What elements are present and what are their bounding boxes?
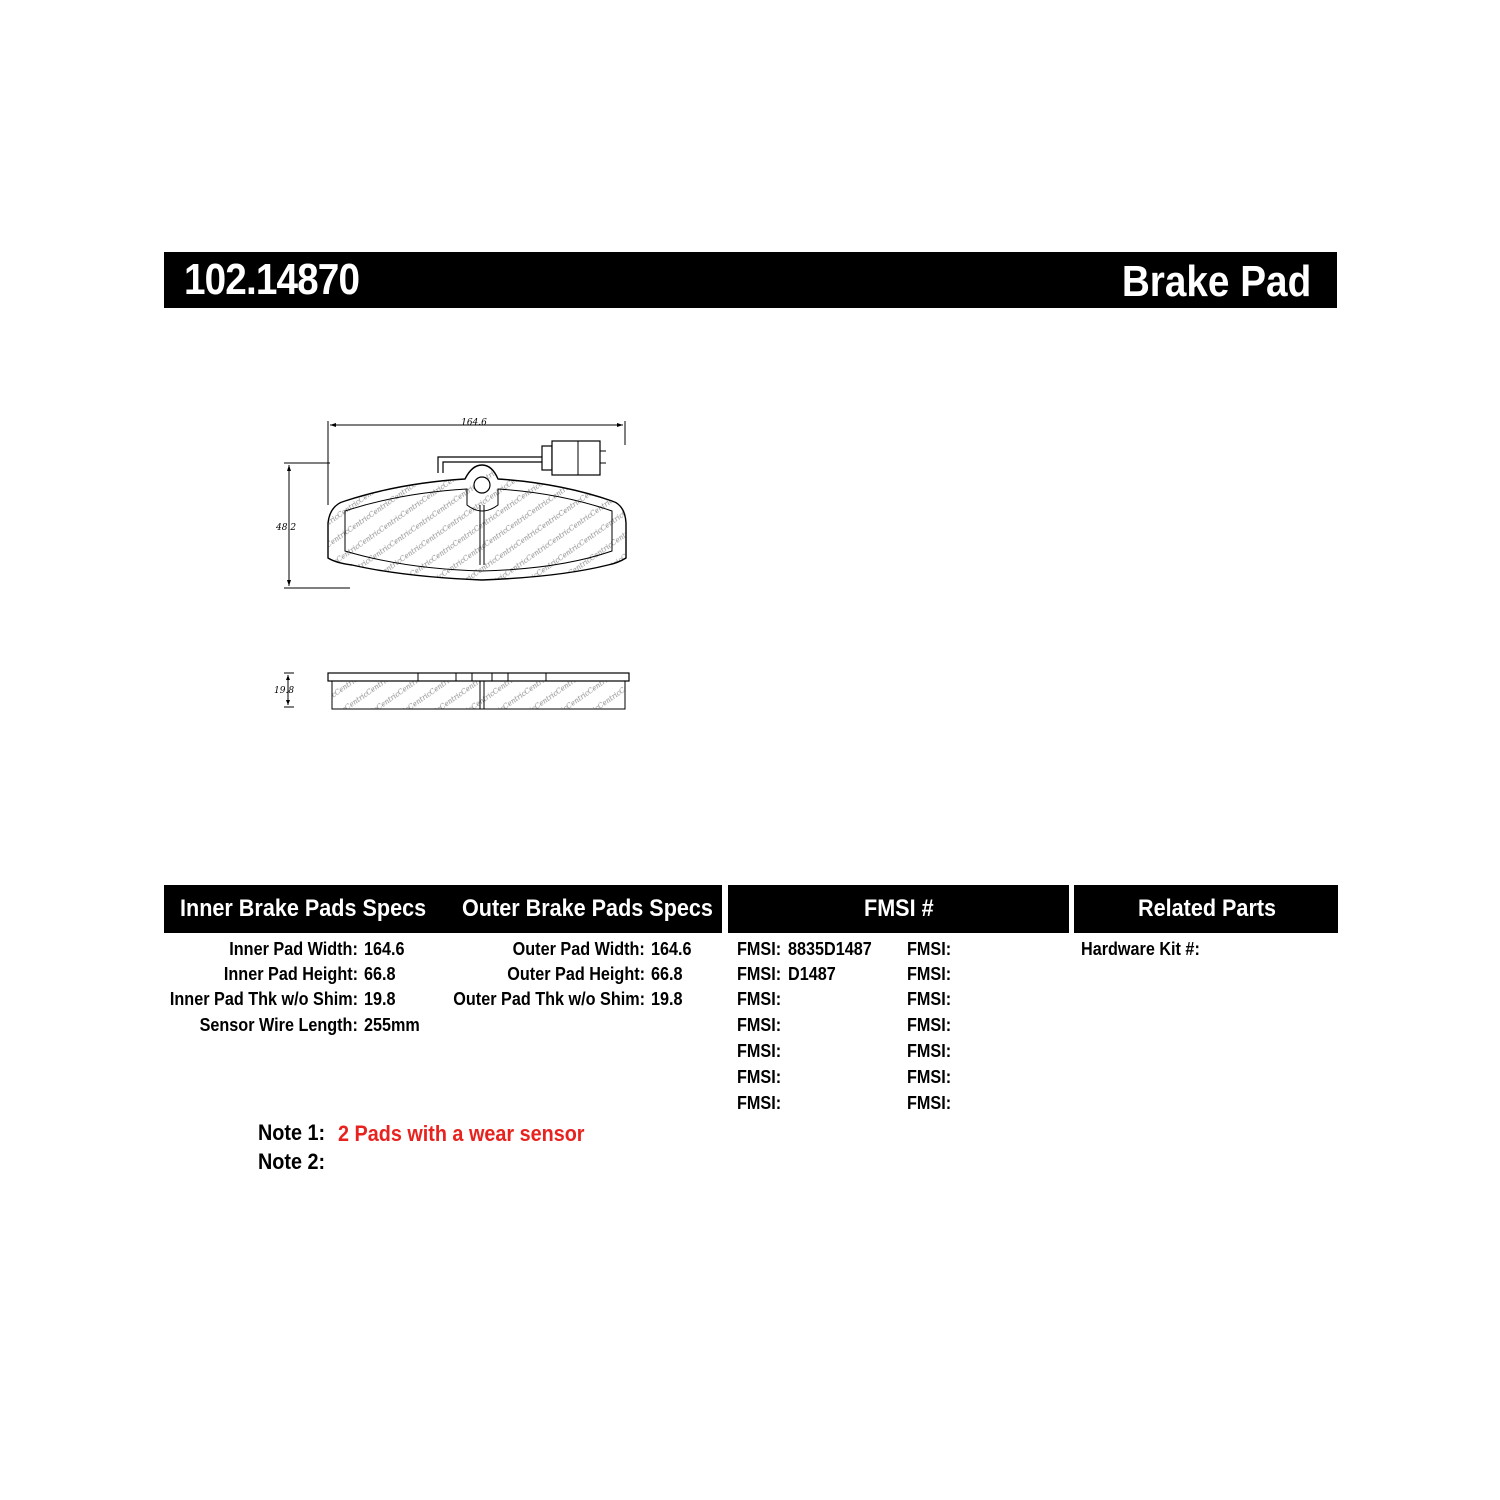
- note-1-text: 2 Pads with a wear sensor: [338, 1121, 585, 1146]
- fmsi-header: [728, 885, 1069, 933]
- outer-pad-height-label: Outer Pad Height:: [507, 964, 645, 984]
- fmsi-label: FMSI:: [907, 1041, 952, 1061]
- inner-pad-width-value: 164.6: [364, 939, 405, 959]
- related-parts-header: [1074, 885, 1338, 933]
- inner-pad-height-label: Inner Pad Height:: [223, 964, 358, 984]
- fmsi-label: FMSI:: [737, 964, 782, 984]
- fmsi-label: FMSI:: [737, 1093, 782, 1113]
- fmsi-label: FMSI:: [737, 939, 782, 959]
- sensor-wire-length-value: 255mm: [364, 1015, 420, 1035]
- hardware-kit-label: Hardware Kit #:: [1081, 939, 1200, 959]
- inner-pad-width-label: Inner Pad Width:: [229, 939, 358, 959]
- width-dimension-label: 164.6: [461, 418, 487, 428]
- outer-pad-thickness-value: 19.8: [651, 989, 683, 1009]
- height-dimension-label: 48.2: [276, 523, 297, 533]
- fmsi-label: FMSI:: [907, 989, 952, 1009]
- outer-pad-width-label: Outer Pad Width:: [512, 939, 645, 959]
- note-1-label: Note 1:: [258, 1120, 326, 1145]
- outer-pad-width-value: 164.6: [651, 939, 692, 959]
- inner-specs-title: Inner Brake Pads Specs: [180, 895, 427, 922]
- related-parts-title: Related Parts: [1138, 895, 1277, 922]
- outer-pad-height-value: 66.8: [651, 964, 683, 984]
- sensor-wire-length-label: Sensor Wire Length:: [199, 1015, 358, 1035]
- fmsi-title: FMSI #: [864, 895, 934, 922]
- note-2-label: Note 2:: [258, 1149, 326, 1174]
- part-number: 102.14870: [184, 255, 360, 304]
- inner-pad-thickness-value: 19.8: [364, 989, 396, 1009]
- fmsi-label: FMSI:: [737, 1015, 782, 1035]
- inner-pad-height-value: 66.8: [364, 964, 396, 984]
- title-bar: [164, 252, 1337, 308]
- fmsi-value: D1487: [788, 964, 836, 984]
- fmsi-label: FMSI:: [907, 1093, 952, 1113]
- inner-pad-thickness-label: Inner Pad Thk w/o Shim:: [169, 989, 358, 1009]
- outer-specs-title: Outer Brake Pads Specs: [462, 895, 713, 922]
- fmsi-label: FMSI:: [907, 1015, 952, 1035]
- fmsi-label: FMSI:: [737, 1041, 782, 1061]
- fmsi-label: FMSI:: [737, 1067, 782, 1087]
- fmsi-label: FMSI:: [907, 939, 952, 959]
- product-type: Brake Pad: [1121, 257, 1311, 306]
- fmsi-value: 8835D1487: [788, 939, 872, 959]
- outer-pad-thickness-label: Outer Pad Thk w/o Shim:: [453, 989, 645, 1009]
- thickness-dimension-label: 19.8: [274, 686, 295, 696]
- specs-header: [164, 885, 722, 933]
- fmsi-label: FMSI:: [737, 989, 782, 1009]
- fmsi-label: FMSI:: [907, 964, 952, 984]
- brake-pad-drawing: [260, 405, 660, 725]
- fmsi-label: FMSI:: [907, 1067, 952, 1087]
